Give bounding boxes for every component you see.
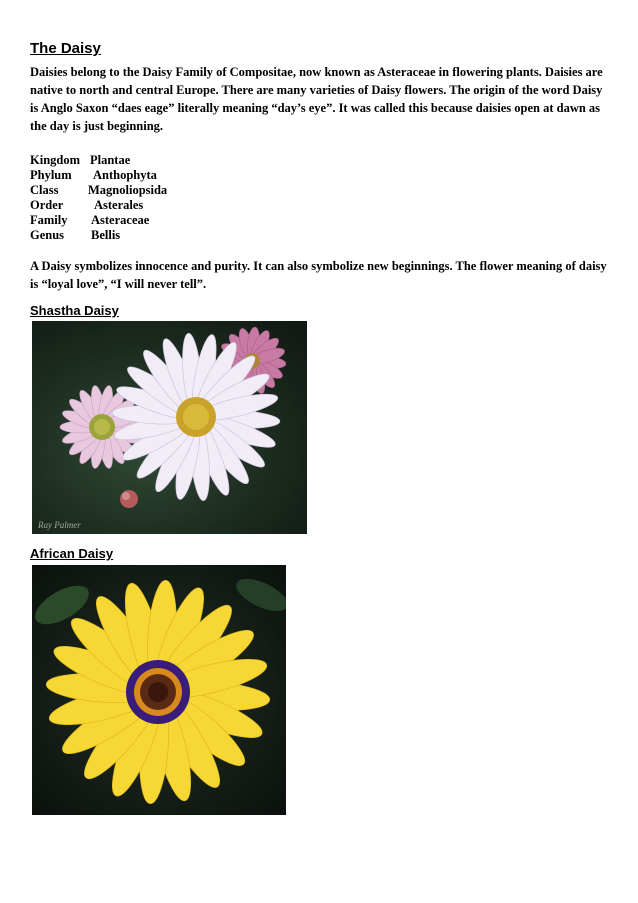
taxonomy-value: Magnoliopsida bbox=[88, 183, 168, 197]
flower-bud bbox=[120, 490, 138, 508]
symbolism-paragraph: A Daisy symbolizes innocence and purity. It can also symbolize new beginnings. The flower meaning of daisy is “loyal love”, “I will never tell”. bbox=[30, 259, 607, 291]
shastha-daisy-heading: Shastha Daisy bbox=[30, 303, 119, 318]
taxonomy-list bbox=[30, 153, 610, 243]
african-daisy-illustration bbox=[32, 565, 286, 815]
taxonomy-rank: Class bbox=[30, 183, 59, 197]
taxonomy-value: Anthophyta bbox=[93, 168, 157, 182]
taxonomy-value: Plantae bbox=[90, 153, 131, 167]
taxonomy-row-order bbox=[30, 198, 610, 213]
taxonomy-row-genus bbox=[30, 228, 610, 243]
taxonomy-value: Asteraceae bbox=[91, 213, 150, 227]
document-page bbox=[30, 40, 610, 815]
taxonomy-rank: Kingdom bbox=[30, 153, 81, 167]
taxonomy-rank: Order bbox=[30, 198, 64, 212]
taxonomy-value: Asterales bbox=[94, 198, 144, 212]
african-daisy-heading: African Daisy bbox=[30, 546, 114, 561]
taxonomy-row-family bbox=[30, 213, 610, 228]
taxonomy-row-phylum bbox=[30, 168, 610, 183]
taxonomy-row-class bbox=[30, 183, 610, 198]
photo-watermark: Ray Palmer bbox=[38, 520, 81, 530]
taxonomy-rank: Family bbox=[30, 213, 68, 227]
taxonomy-value: Bellis bbox=[91, 228, 121, 242]
shastha-daisy-illustration bbox=[32, 321, 307, 534]
taxonomy-rank: Genus bbox=[30, 228, 65, 242]
yellow-daisy bbox=[45, 579, 270, 804]
taxonomy-row-kingdom bbox=[30, 153, 610, 168]
large-white-daisy bbox=[112, 333, 281, 502]
intro-paragraph: Daisies belong to the Daisy Family of Compositae, now known as Asteraceae in flowering plants. Daisies are native to north and central Europe. There are many varieties of Daisy flowers. The origin of the word Daisy is Anglo Saxon “daes eage” literally meaning “day’s eye”. It was called this because daisies open at dawn as the day is just beginning. bbox=[30, 65, 603, 133]
shastha-daisy-photo bbox=[32, 321, 307, 534]
page-title: The Daisy bbox=[30, 40, 101, 57]
taxonomy-rank: Phylum bbox=[30, 168, 72, 182]
african-daisy-photo bbox=[32, 565, 286, 815]
